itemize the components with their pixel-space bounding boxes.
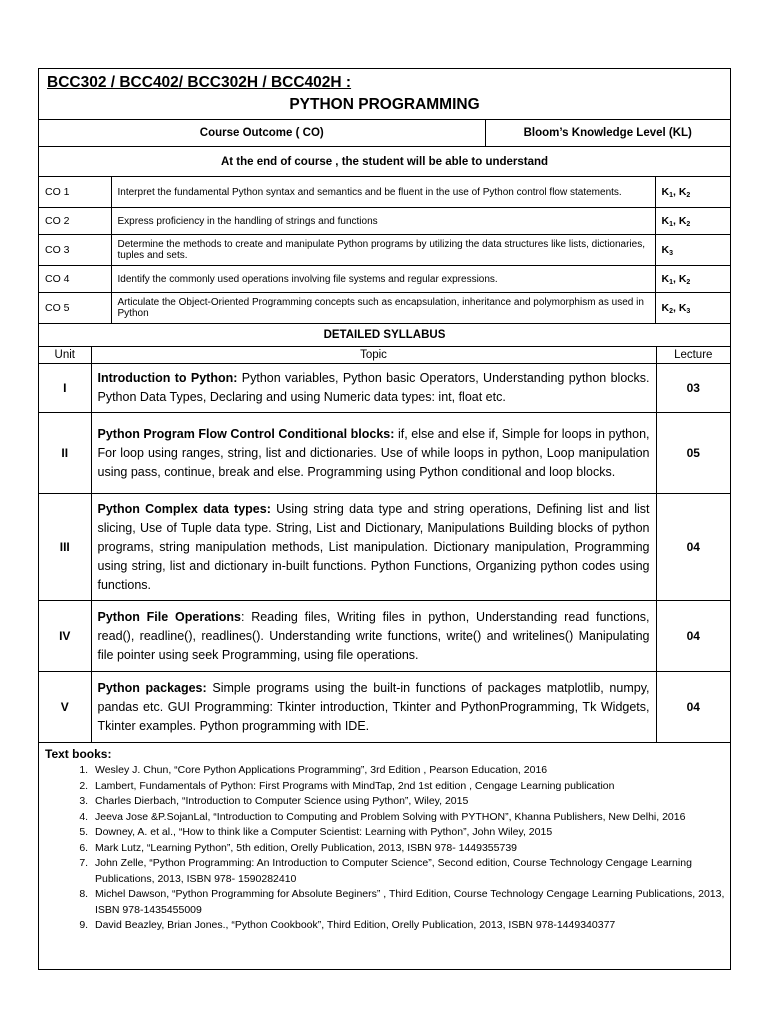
unit-lecture-count: 05 bbox=[656, 413, 730, 494]
textbook-item: 9. David Beazley, Brian Jones., “Python Cookbook”, Third Edition, Orelly Publication, 2013, ISBN 978-1449340377 bbox=[91, 918, 730, 934]
co-id: CO 5 bbox=[39, 293, 111, 324]
unit-lecture-count: 04 bbox=[656, 601, 730, 672]
textbook-item: 3. Charles Dierbach, “Introduction to Computer Science using Python”, Wiley, 2015 bbox=[91, 794, 730, 810]
unit-row bbox=[39, 413, 730, 494]
unit-topic bbox=[91, 413, 656, 494]
syllabus-document bbox=[38, 68, 731, 970]
col-lecture-header: Lecture bbox=[656, 347, 730, 364]
unit-row bbox=[39, 494, 730, 601]
co-id: CO 1 bbox=[39, 177, 111, 208]
unit-topic-heading: Python File Operations bbox=[97, 609, 241, 624]
co-id: CO 4 bbox=[39, 266, 111, 293]
unit-row bbox=[39, 364, 730, 413]
col-topic-header: Topic bbox=[91, 347, 656, 364]
co-knowledge-level: $K_1$, $K_2$ bbox=[655, 177, 730, 208]
textbook-item: 8. Michel Dawson, “Python Programming for Absolute Beginers” , Third Edition, Course Technology Cengage Learning Publications, 2013, ISBN 978-1435455009 bbox=[91, 887, 730, 918]
unit-row bbox=[39, 601, 730, 672]
unit-number: V bbox=[39, 672, 91, 743]
unit-topic-text: if, else and else if, Simple for loops in python, For loop using ranges, string, list and dictionaries. Use of while loops in python, Loop manipulation using pass, continue, break and else. Programming using Python conditional and loop blocks. bbox=[97, 426, 650, 479]
co-description: Express proficiency in the handling of strings and functions bbox=[111, 208, 655, 235]
unit-topic-heading: Python packages: bbox=[97, 680, 207, 695]
textbook-item: 1. Wesley J. Chun, “Core Python Applications Programming”, 3rd Edition , Pearson Education, 2016 bbox=[91, 763, 730, 779]
co-row bbox=[39, 208, 730, 235]
syllabus-title-row bbox=[39, 324, 730, 347]
unit-topic-text: : Reading files, Writing files in python, Understanding read functions, read(), readline(), readlines(). Understanding write functions, write() and writelines() Manipulating file pointer using seek Programming, using file operations. bbox=[97, 609, 650, 662]
outcomes-intro: At the end of course , the student will be able to understand bbox=[39, 147, 730, 177]
co-knowledge-level: $K_2$, $K_3$ bbox=[655, 293, 730, 324]
textbook-item: 6. Mark Lutz, “Learning Python”, 5th edition, Orelly Publication, 2013, ISBN 978- 1449355739 bbox=[91, 841, 730, 857]
outcomes-intro-row bbox=[39, 147, 730, 177]
syllabus-header-row bbox=[39, 347, 730, 364]
co-row bbox=[39, 235, 730, 266]
co-knowledge-level: $K_3$ bbox=[655, 235, 730, 266]
syllabus-table bbox=[39, 324, 730, 743]
textbook-item: 4. Jeeva Jose &P.SojanLal, “Introduction to Computing and Problem Solving with PYTHON”, Khanna Publishers, New Delhi, 2016 bbox=[91, 810, 730, 826]
textbook-item: 7. John Zelle, “Python Programming: An Introduction to Computer Science”, Second edition, Course Technology Cengage Learning Publications, 2013, ISBN 978- 1590282410 bbox=[91, 856, 730, 887]
co-description: Interpret the fundamental Python syntax and semantics and be fluent in the use of Python control flow statements. bbox=[111, 177, 655, 208]
unit-number: I bbox=[39, 364, 91, 413]
co-id: CO 3 bbox=[39, 235, 111, 266]
outcomes-header-row bbox=[39, 120, 730, 147]
col-outcome-header: Course Outcome ( CO) bbox=[39, 120, 485, 147]
co-description: Identify the commonly used operations involving file systems and regular expressions. bbox=[111, 266, 655, 293]
syllabus-title: DETAILED SYLLABUS bbox=[39, 324, 730, 347]
co-description: Determine the methods to create and manipulate Python programs by utilizing the data structures like lists, dictionaries, tuples and sets. bbox=[111, 235, 655, 266]
unit-topic bbox=[91, 601, 656, 672]
unit-topic bbox=[91, 364, 656, 413]
col-level-header: Bloom’s Knowledge Level (KL) bbox=[485, 120, 730, 147]
textbooks-list bbox=[39, 763, 730, 934]
unit-topic-text: Simple programs using the built-in functions of packages matplotlib, numpy, pandas etc. GUI Programming: Tkinter introduction, Tkinter and PythonProgramming, Tk Widgets, Tkinter examples. Python programming with IDE. bbox=[97, 680, 650, 733]
textbooks-section bbox=[39, 747, 730, 934]
textbook-item: 5. Downey, A. et al., “How to think like a Computer Scientist: Learning with Python”, John Wiley, 2015 bbox=[91, 825, 730, 841]
unit-topic bbox=[91, 494, 656, 601]
course-outcomes-table bbox=[39, 120, 730, 324]
unit-lecture-count: 03 bbox=[656, 364, 730, 413]
unit-topic-heading: Python Complex data types: bbox=[97, 501, 271, 516]
unit-lecture-count: 04 bbox=[656, 672, 730, 743]
co-knowledge-level: $K_1$, $K_2$ bbox=[655, 266, 730, 293]
unit-topic-heading: Python Program Flow Control Conditional blocks: bbox=[97, 426, 395, 441]
co-row bbox=[39, 266, 730, 293]
course-name: PYTHON PROGRAMMING bbox=[289, 96, 480, 113]
co-knowledge-level: $K_1$, $K_2$ bbox=[655, 208, 730, 235]
textbooks-title: Text books: bbox=[45, 747, 112, 761]
course-code: BCC302 / BCC402/ BCC302H / BCC402H : bbox=[47, 74, 352, 91]
title-block bbox=[39, 69, 730, 120]
textbook-item: 2. Lambert, Fundamentals of Python: First Programs with MindTap, 2nd 1st edition , Cengage Learning publication bbox=[91, 779, 730, 795]
unit-topic bbox=[91, 672, 656, 743]
unit-row bbox=[39, 672, 730, 743]
unit-topic-heading: Introduction to Python: bbox=[97, 371, 238, 385]
unit-topic-text: Python variables, Python basic Operators, Understanding python blocks. Python Data Types, Declaring and using Numeric data types: int, float etc. bbox=[97, 371, 650, 404]
col-unit-header: Unit bbox=[39, 347, 91, 364]
co-row bbox=[39, 177, 730, 208]
unit-topic-text: Using string data type and string operations, Defining list and list slicing, Use of Tuple data type. String, List and Dictionary, Manipulations Building blocks of python programs, string manipulation methods, List manipulation. Dictionary manipulation, Programming using string, list and dictionary in-built functions. Python Functions, Organizing python codes using functions. bbox=[97, 501, 650, 592]
unit-number: III bbox=[39, 494, 91, 601]
co-description: Articulate the Object-Oriented Programming concepts such as encapsulation, inheritance and polymorphism as used in Python bbox=[111, 293, 655, 324]
unit-number: II bbox=[39, 413, 91, 494]
co-id: CO 2 bbox=[39, 208, 111, 235]
unit-number: IV bbox=[39, 601, 91, 672]
co-row bbox=[39, 293, 730, 324]
unit-lecture-count: 04 bbox=[656, 494, 730, 601]
